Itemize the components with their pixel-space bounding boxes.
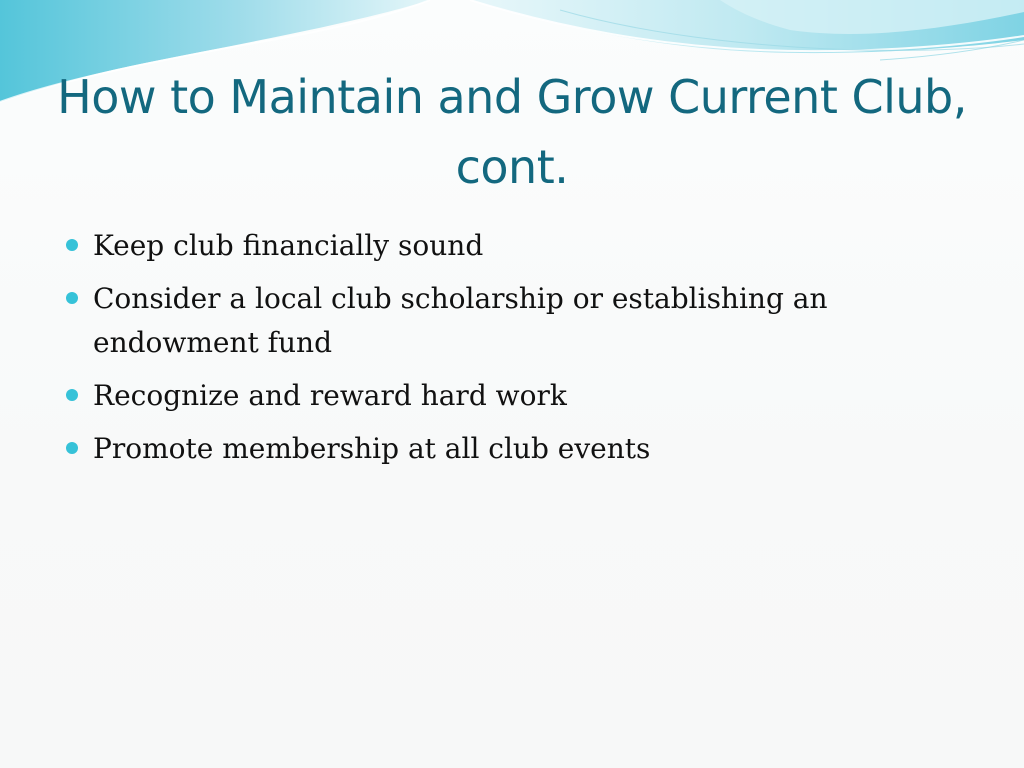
bullet-item — [62, 374, 962, 418]
bullet-text: Promote membership at all club events — [93, 432, 651, 465]
bullet-text: Recognize and reward hard work — [93, 379, 567, 412]
bullet-dot-icon — [66, 389, 78, 401]
slide-title: How to Maintain and Grow Current Club, cont. — [57, 70, 967, 194]
bullet-item — [62, 224, 962, 268]
bullet-item — [62, 427, 962, 471]
bullet-text: Keep club financially sound — [93, 229, 484, 262]
bullet-text: Consider a local club scholarship or establishing an endowment fund — [93, 282, 828, 359]
bullet-dot-icon — [66, 239, 78, 251]
bullet-item — [62, 277, 962, 365]
bullet-dot-icon — [66, 442, 78, 454]
bullet-dot-icon — [66, 292, 78, 304]
bullet-list — [62, 224, 962, 480]
